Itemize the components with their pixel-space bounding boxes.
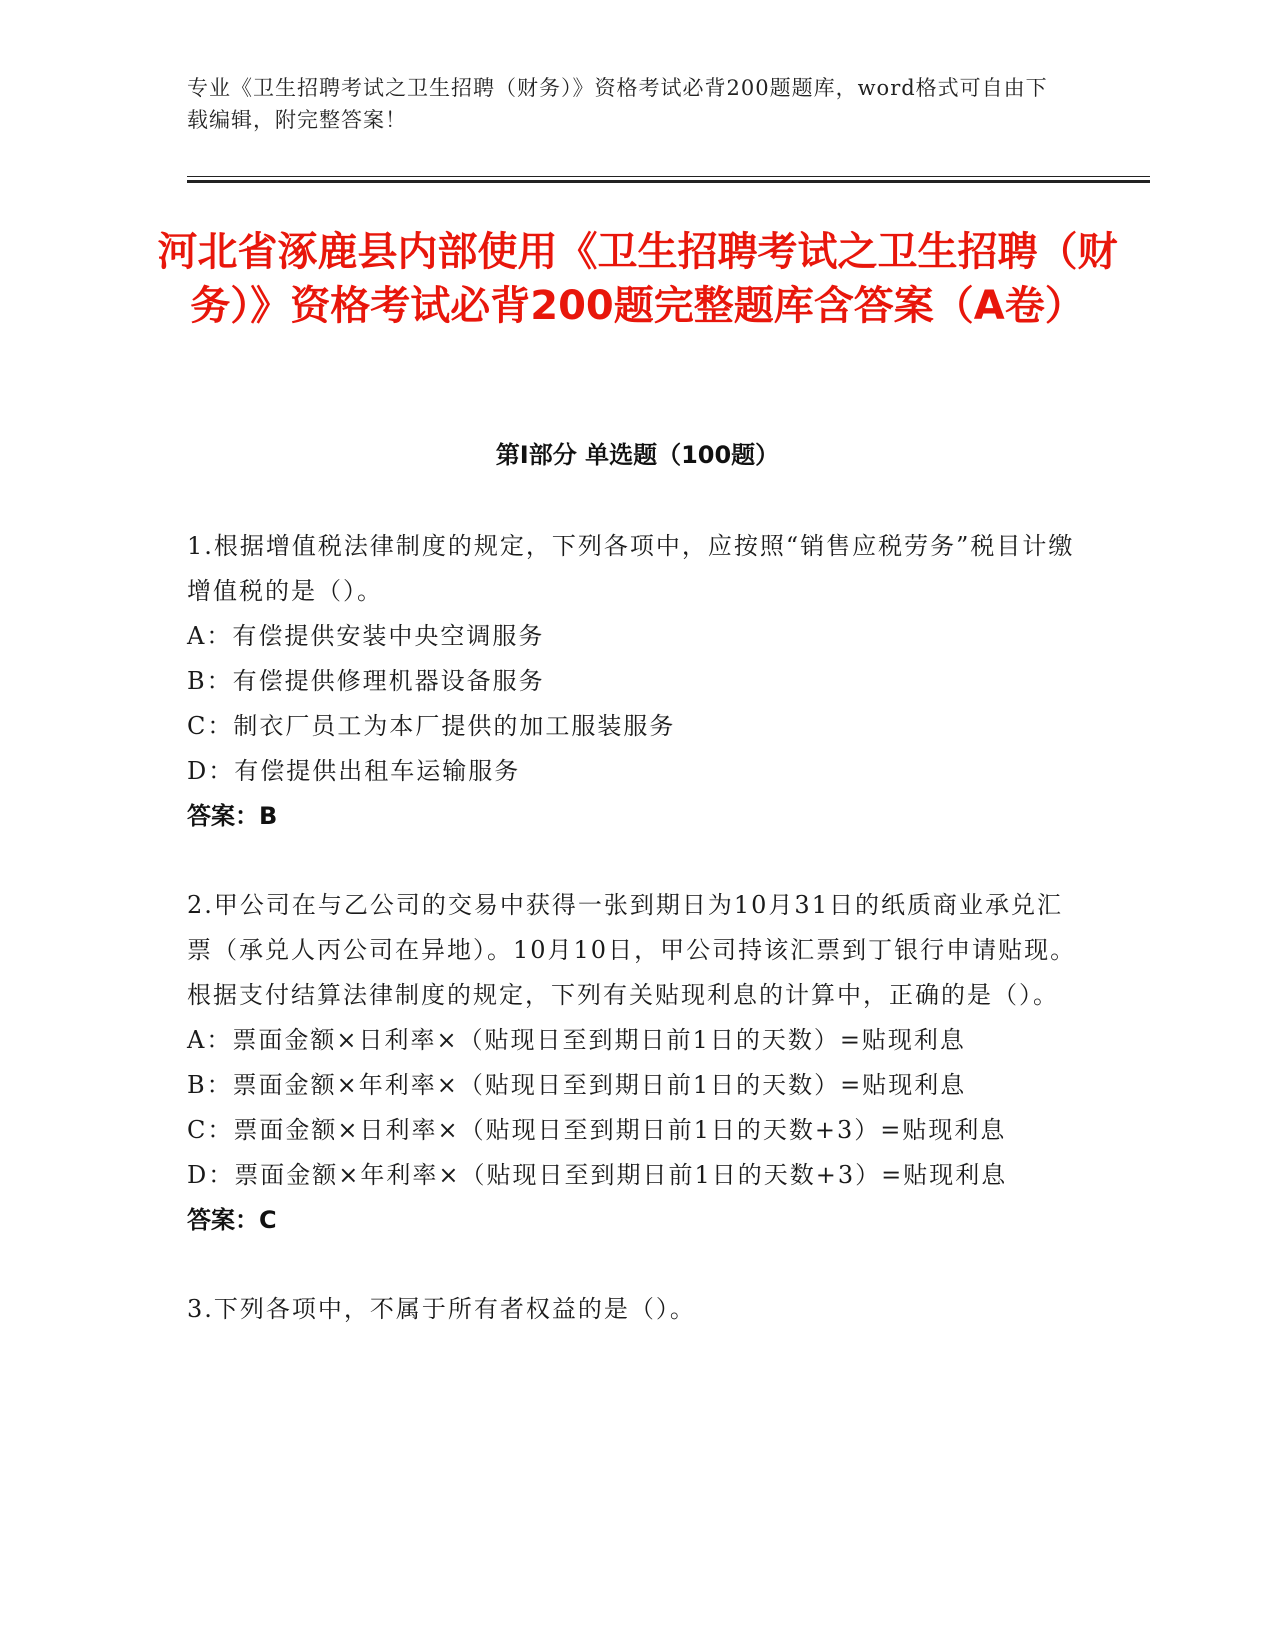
- option-d: D：有偿提供出租车运输服务: [187, 757, 521, 785]
- option-c: C：制衣厂员工为本厂提供的加工服装服务: [187, 712, 676, 740]
- option-a: A：有偿提供安装中央空调服务: [187, 622, 545, 650]
- header-note: 专业《卫生招聘考试之卫生招聘（财务）》资格考试必背200题题库，word格式可自由下载编辑，附完整答案！: [187, 76, 1048, 132]
- answer: 答案：B: [187, 802, 278, 830]
- header-divider-thin: [187, 176, 1150, 177]
- option-a: A：票面金额×日利率×（贴现日至到期日前1日的天数）=贴现利息: [187, 1026, 966, 1054]
- option-c: C：票面金额×日利率×（贴现日至到期日前1日的天数+3）=贴现利息: [187, 1116, 1007, 1144]
- question-list: [187, 524, 1087, 1376]
- question-stem: 3.下列各项中，不属于所有者权益的是（）。: [187, 1295, 696, 1323]
- question-3: [187, 1287, 1087, 1332]
- option-b: B：有偿提供修理机器设备服务: [187, 667, 545, 695]
- question-stem: 2.甲公司在与乙公司的交易中获得一张到期日为10月31日的纸质商业承兑汇票（承兑人丙公司在异地）。10月10日，甲公司持该汇票到丁银行申请贴现。根据支付结算法律制度的规定，下列有关贴现利息的计算中，正确的是（）。: [187, 891, 1077, 1009]
- question-2: [187, 883, 1087, 1243]
- header-divider-thick: [187, 180, 1150, 183]
- question-1: [187, 524, 1087, 839]
- option-d: D：票面金额×年利率×（贴现日至到期日前1日的天数+3）=贴现利息: [187, 1161, 1008, 1189]
- question-stem: 1.根据增值税法律制度的规定，下列各项中，应按照“销售应税劳务”税目计缴增值税的是（）。: [187, 532, 1075, 605]
- section-heading: 第I部分 单选题（100题）: [495, 441, 780, 469]
- document-title: 河北省涿鹿县内部使用《卫生招聘考试之卫生招聘（财务）》资格考试必背200题完整题库含答案（A卷）: [157, 229, 1118, 329]
- answer: 答案：C: [187, 1206, 277, 1234]
- option-b: B：票面金额×年利率×（贴现日至到期日前1日的天数）=贴现利息: [187, 1071, 967, 1099]
